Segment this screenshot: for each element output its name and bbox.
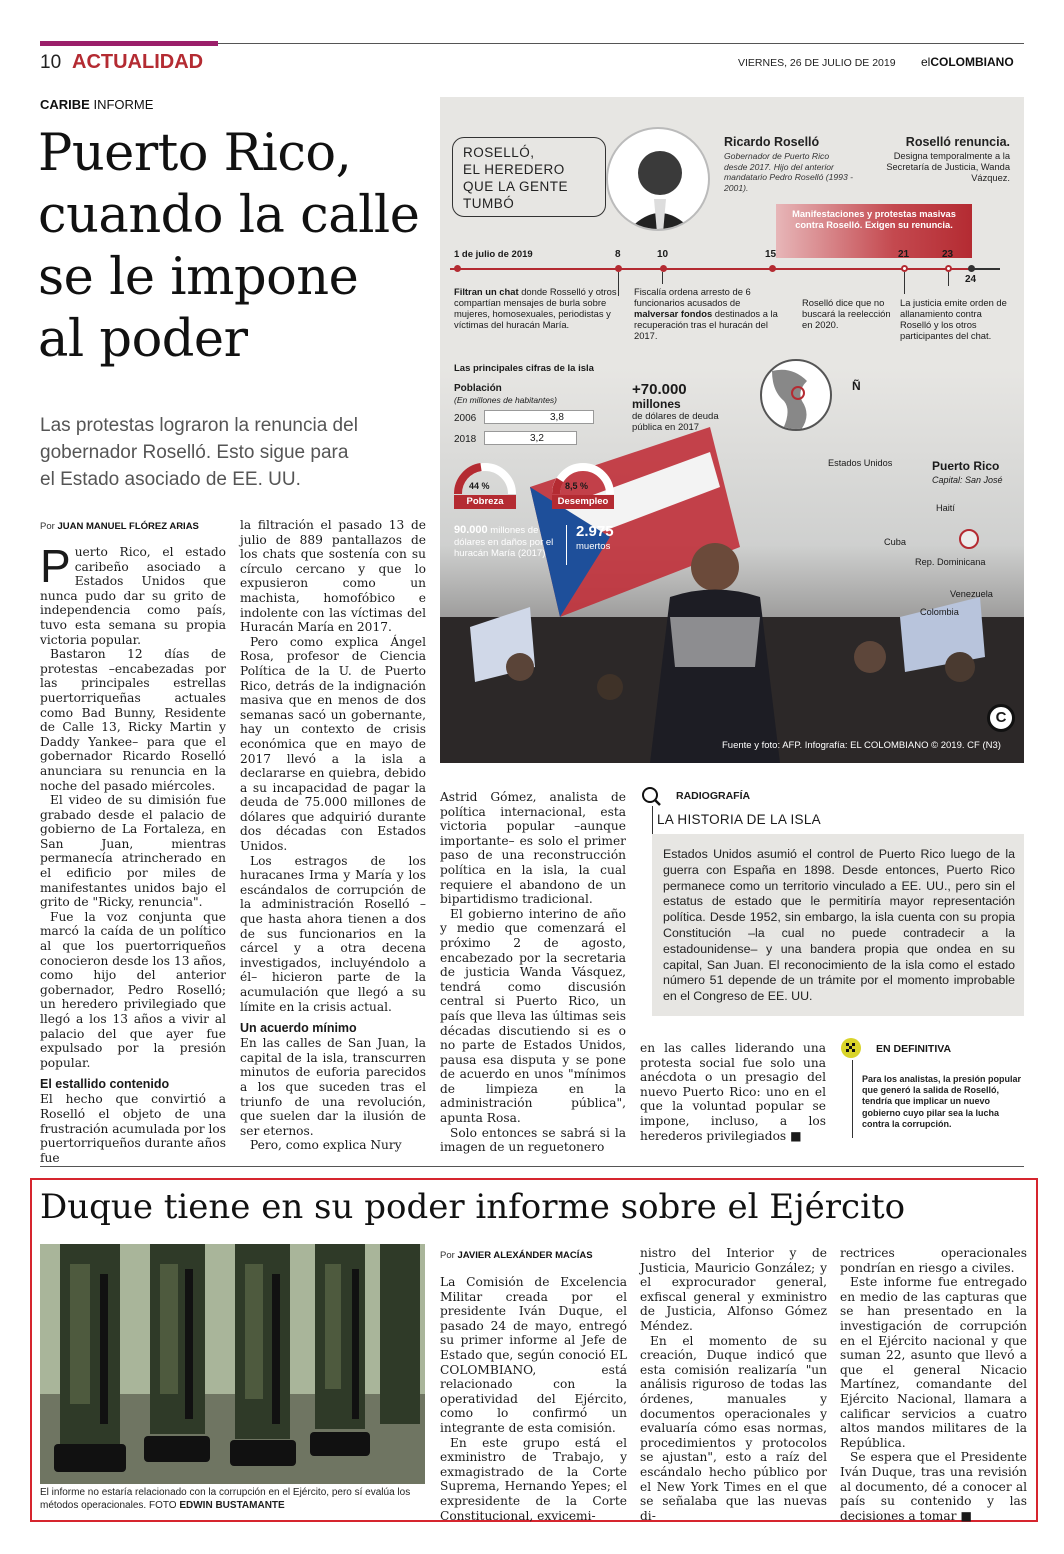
stat-divider (566, 525, 567, 565)
paragraph: El hecho que convirtió a Roselló el objeto de una frustración acumulada por los puertorriqueños durante años fue (40, 1092, 226, 1165)
globe-icon (760, 359, 832, 431)
article-kicker (40, 97, 153, 112)
timeline-dot-21 (901, 265, 908, 272)
paragraph: El gobierno interino de año y medio que comenzará el próximo 2 de agosto, encabezado por la secretaria de justicia Wanda Vásquez, tendrá como discusión central si Puerto Rico, un país que lleva las últimas seis décadas discutiendo si es o no parte de Estados Unidos, pausa esa disputa y se pone de acuerdo en unos "mínimos de limpieza en la administración pública", apunta Rosa. (440, 906, 626, 1126)
unemployment-value: 8,5 % (565, 481, 589, 491)
day-label: 24 (965, 274, 977, 285)
issue-date: VIERNES, 26 DE JULIO DE 2019 (738, 57, 896, 69)
photo-caption: El informe no estaría relacionado con la corrupción en el Ejército, pero sí evalúa los métodos operacionales. FOTO EDWIN BUSTAMANTE (40, 1487, 411, 1511)
header-rule (218, 43, 1024, 44)
paragraph: la filtración el pasado 13 de julio de 889 pantallazos de los chats que sostenía con su círculo cercano y que lo expusieron como un machista, homofóbico e indolente con las víctimas del Huracán María en 2017. (240, 518, 426, 635)
paragraph: En este grupo está el exministro de Trabajo, y exmagistrado de la Corte Suprema, Hernando Yepes; el expresidente de la Corte Constitucional, exvicemi- (440, 1435, 627, 1523)
second-column-1 (440, 1275, 627, 1523)
paragraph: La Comisión de Excelencia Militar creada por el presidente Iván Duque, el pasado 24 de mayo, entregó su primer informe al Jefe de Estado que, según conoció EL COLOMBIANO, está relacionado con la operatividad del Ejército, como lo confirmó un integrante de esta comisión. (440, 1275, 627, 1435)
timeline-line (450, 268, 970, 270)
timeline-start: 1 de julio de 2019 (454, 249, 533, 260)
north-indicator: Ñ (852, 379, 861, 393)
paragraph: Astrid Gómez, analista de política internacional, esta victoria popular –aunque importante– es solo el primer paso de una reconstrucción política en la isla, la cual requiere el abandono de un bipartidismo tradicional. (440, 790, 626, 907)
paragraph: Fue la voz conjunta que marcó la caída de un político al que los puertorriqueños conocieron desde los 13 años, como hijo del anterior gobernador, Pedro Roselló; un heredero privilegiado que llegó a los 13 años a vivir al palacio del que ayer fue expulsado por la presión popular. (40, 909, 226, 1070)
debt-big: +70.000 (632, 381, 687, 398)
radiografia-body: Estados Unidos asumió el control de Puerto Rico luego de la guerra con España en 1898. Desde entonces, Puerto Rico permanece como un territorio vinculado a EE. UU., pero sin el estatus de estado que le permitiría mayor representación política. Desde 1952, sin embargo, la isla cuenta con su propia Constitución –la cual no puede contradecir a la estadounidense– y una bandera propia que ondea en su capital, San Juan. El reconocimiento de la isla como el estado número 51 depende de un trámite por el momento improbable en el Congreso de EE. UU. (663, 847, 1015, 1004)
dead-label: muertos (576, 541, 611, 552)
paragraph: rectrices operacionales pondrían en riesgo a civiles. (840, 1246, 1027, 1275)
timeline-dot-1 (454, 265, 461, 272)
event-8: Filtran un chat donde Rosselló y otros compartían mensajes de burla sobre mujeres, homosexuales, periodistas y víctimas del huracán María. (454, 286, 617, 330)
population-title: Población (454, 383, 502, 394)
second-column-3 (840, 1246, 1027, 1523)
map-label-colombia: Colombia (920, 607, 959, 617)
subheading: Un acuerdo mínimo (240, 1021, 357, 1036)
paragraph: nistro del Interior y de Justicia, Mauricio González; y el exprocurador general, exfiscal general y exministro de Justicia, Alfonso Gómez Méndez. (640, 1246, 827, 1333)
event-10: Fiscalía ordena arresto de 6 funcionarios acusados de malversar fondos destinados a la recuperación tras el huracán del 2017. (634, 286, 778, 341)
timeline-dot-8 (615, 265, 622, 272)
kicker-light: INFORME (93, 97, 154, 112)
article-subtitle (40, 412, 358, 493)
infographic-title: ROSELLÓ, EL HEREDERO QUE LA GENTE TUMBÓ (452, 137, 606, 217)
subtitle-line: gobernador Roselló. Esto sigue para (40, 442, 349, 463)
map-label-capital: Capital: San José (932, 475, 1003, 485)
paragraph: en las calles liderando una protesta social fue solo una anécdota o un presagio del nuevo Puerto Rico: uno en el que la voluntad popular se impone, incluso, a los herederos privilegiados ■ (640, 1041, 826, 1143)
article-column-3 (440, 790, 626, 1155)
person-desc: Gobernador de Puerto Rico desde 2017. Hijo del anterior mandatario Pedro Roselló (1993 - 2001). (724, 151, 853, 193)
map-label-usa: Estados Unidos (828, 458, 893, 468)
brand-name: COLOMBIANO (930, 55, 1014, 69)
photo-credit-prefix: FOTO (148, 1499, 177, 1511)
map-label-rd: Rep. Dominicana (915, 557, 986, 567)
timeline-dot-23 (945, 265, 952, 272)
event-21: Roselló dice que no buscará la reelección en 2020. (802, 297, 891, 330)
paragraph: Este informe fue entregado en medio de las capturas que se han presentado en la investigación de corrupción en el Ejército nacional y que suman 22, asunto que llevó a que el general Nicacio Martínez, comandante del Ejército Nacional, llamara a calificar servicios a cuatro altos mandos militares de la República. (840, 1275, 1027, 1450)
subheading: El estallido contenido (40, 1077, 170, 1092)
pop-value-2018: 3,2 (530, 433, 544, 444)
byline-author: JUAN MANUEL FLÓREZ ARIAS (57, 521, 199, 532)
resign-desc: Designa temporalmente a la Secretaría de Justicia, Wanda Vázquez. (886, 151, 1010, 183)
paragraph: Se espera que el Presidente Iván Duque, tras una revisión al documento, dé a conocer al país su contenido y las decisiones a tomar ■ (840, 1450, 1027, 1523)
kicker-bold: CARIBE (40, 97, 90, 112)
pop-year-2006: 2006 (454, 413, 477, 424)
leader-line (662, 272, 663, 284)
title-line: se le impone (38, 248, 359, 307)
person-name: Ricardo Roselló (724, 135, 820, 149)
title-line: cuando la calle (38, 186, 420, 245)
day-label: 23 (942, 249, 954, 260)
paragraph: Pero como explica Ángel Rosa, profesor de Ciencia Política de la U. de Puerto Rico, detrás de la indignación masiva que en menos de dos semanas sacó un gobernante, hay un contexto de crisis económica que en mayo de 2017 llevó a la isla a declararse en quiebra, debido a su incapacidad de pagar la deuda de 75.000 millones de dólares que adquirió durante dos décadas con Estados Unidos. (240, 634, 426, 854)
second-title: Duque tiene en su poder informe sobre el Ejército (40, 1187, 906, 1227)
title-line: al poder (38, 310, 248, 369)
radiografia-rule (652, 806, 653, 834)
definitiva-rule (852, 1060, 853, 1138)
infographic (440, 97, 1024, 763)
paragraph: El video de su dimisión fue grabado desde el palacio de gobierno de La Fortaleza, en San Juan, mientras permanecía atrincherado en el edificio por miles de manifestantes unidos bajo el grito de "Ricky, renuncia". (40, 793, 226, 910)
dead-number: 2.975 (576, 523, 614, 540)
article-title (38, 123, 419, 371)
event-23: La justicia emite orden de allanamiento contra Roselló y los otros participantes del chat. (900, 297, 1007, 341)
timeline-dot-24 (968, 265, 975, 272)
unemployment-label: Desempleo (552, 495, 614, 509)
section-name: ACTUALIDAD (72, 51, 204, 73)
byline-prefix: Por (40, 521, 55, 532)
day-label: 15 (765, 249, 777, 260)
photo-credit: EDWIN BUSTAMANTE (179, 1499, 285, 1511)
pop-year-2018: 2018 (454, 434, 477, 445)
map-label-cuba: Cuba (884, 537, 906, 547)
definitiva-icon (841, 1038, 861, 1058)
timeline-dot-10 (660, 265, 667, 272)
timeline-dot-15 (769, 265, 776, 272)
infographic-credit: Fuente y foto: AFP. Infografía: EL COLOMBIANO © 2019. CF (N3) (722, 740, 1001, 751)
article-column-2 (240, 518, 426, 1153)
definitiva-body: Para los analistas, la presión popular que generó la salida de Roselló, tendría que implicar un nuevo gobierno cuyo pilar sea la lucha contra la corrupción. (862, 1074, 1022, 1129)
radiografia-title: LA HISTORIA DE LA ISLA (657, 812, 821, 827)
radiografia-label: RADIOGRAFÍA (676, 790, 751, 802)
article-byline (40, 521, 199, 532)
pop-bar-2006 (484, 410, 594, 424)
map-label-pr: Puerto Rico (932, 459, 1000, 473)
soldiers-photo (40, 1244, 425, 1484)
article-column-1 (40, 540, 226, 1165)
leader-line (904, 272, 905, 294)
day-label: 8 (615, 249, 621, 260)
population-sub: (En millones de habitantes) (454, 395, 558, 405)
map-label-haiti: Haití (936, 503, 955, 513)
debt-unit: millones (632, 397, 681, 411)
paragraph: En el momento de su creación, Duque indicó que esta comisión realizaría "un análisis riguroso de todas las órdenes, manuales y documentos operacionales y evaluaría cómo esas normas, procedimientos y protocolos se ajustan", esto a raíz del escándalo hecho público por el New York Times en el que se señalaba que las nuevas di- (640, 1333, 827, 1523)
subtitle-line: el Estado asociado de EE. UU. (40, 469, 301, 490)
dropcap: P (40, 540, 71, 592)
day-label: 21 (898, 249, 910, 260)
paragraph: En las calles de San Juan, la capital de la isla, transcurren minutos de euforia parecidos a los que suceden tras el triunfo de una revolución, que suelen dar la ilusión de ser eternos. (240, 1036, 426, 1138)
radiografia-icon (641, 786, 661, 806)
pr-marker (959, 529, 979, 549)
poverty-label: Pobreza (454, 495, 516, 509)
paragraph: Bastaron 12 días de protestas –encabezadas por las principales estrellas puertorriqueñas actuales como Bad Bunny, Residente de Calle 13, Ricky Martin y Daddy Yankee– para que el gobernador Ricardo Roselló anunciara su renuncia en la noche del pasado miércoles. (40, 647, 226, 793)
paragraph: Solo entonces se sabrá si la imagen de un reguetonero (440, 1125, 626, 1155)
poverty-value: 44 % (469, 481, 490, 491)
paragraph: Los estragos de los huracanes Irma y María y los escándalos de corrupción de la administración Roselló –que hasta ahora tienen a dos de sus funcionarios en la cárcel y a otra decena investigados, incluyéndolo a él– hicieron parte de la acumulación que llegó a su límite en la crisis actual. (240, 853, 426, 1014)
resign-title: Roselló renuncia. (905, 135, 1010, 149)
definitiva-label: EN DEFINITIVA (876, 1043, 952, 1055)
paragraph: Pero, como explica Nury (250, 1138, 402, 1153)
article-column-4 (640, 1041, 826, 1143)
second-byline: Por JAVIER ALEXÁNDER MACÍAS (440, 1250, 593, 1261)
el-colombiano-logo-icon: C (987, 704, 1015, 732)
brand-logo (921, 55, 1014, 69)
debt-rest: de dólares de deuda pública en 2017 (632, 411, 719, 433)
header-bar-accent (40, 41, 218, 46)
stats-title: Las principales cifras de la isla (454, 363, 594, 374)
pop-value-2006: 3,8 (550, 412, 564, 423)
page-number: 10 (40, 52, 62, 73)
brand-prefix: el (921, 55, 931, 69)
portrait-photo (606, 127, 710, 231)
second-column-2 (640, 1246, 827, 1523)
protest-band: Manifestaciones y protestas masivas contra Roselló. Exigen su renuncia. (776, 204, 972, 258)
paragraph: Puerto Rico, el estado caribeño asociado a Estados Unidos que nunca pudo dar su grito de independencia como país, tuvo esta semana su propia victoria popular. (40, 540, 226, 647)
title-line: Puerto Rico, (38, 124, 352, 183)
leader-line (948, 272, 949, 286)
day-label: 10 (657, 249, 669, 260)
map-label-venezuela: Venezuela (950, 589, 993, 599)
subtitle-line: Las protestas lograron la renuncia del (40, 415, 358, 436)
damage-stat: 90.000 millones de dólares en daños por el huracán María (2017) (454, 524, 554, 559)
section-divider (40, 1166, 1024, 1167)
